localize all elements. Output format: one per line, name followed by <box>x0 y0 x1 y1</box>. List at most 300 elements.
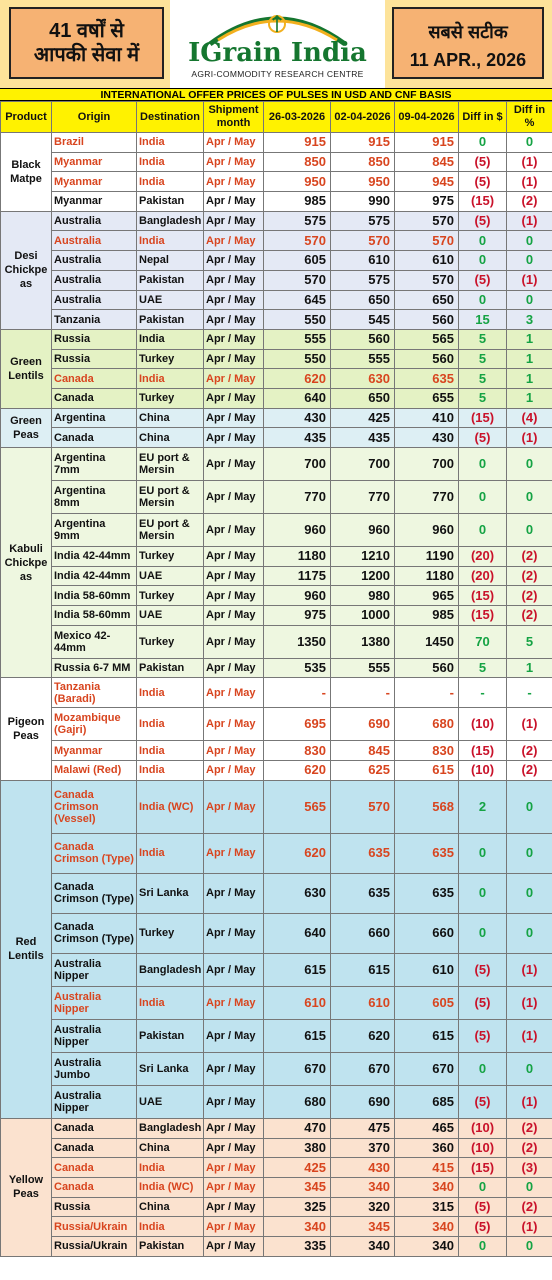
origin-cell: India 42-44mm <box>52 566 137 586</box>
origin-cell: Canada Crimson (Type) <box>52 873 137 913</box>
price-cell: 1190 <box>395 547 459 567</box>
price-cell: 475 <box>331 1118 395 1138</box>
destination-cell: Bangladesh <box>137 1118 204 1138</box>
diff-pct-cell: (2) <box>507 606 552 626</box>
destination-cell: China <box>137 1197 204 1217</box>
price-cell: 610 <box>264 986 331 1019</box>
origin-cell: Canada Crimson (Type) <box>52 913 137 953</box>
destination-cell: UAE <box>137 290 204 310</box>
shipment-cell: Apr / May <box>204 1138 264 1158</box>
destination-cell: India <box>137 761 204 781</box>
diff-usd-cell: 5 <box>459 658 507 678</box>
price-cell: 615 <box>264 1019 331 1052</box>
price-cell: 575 <box>331 270 395 290</box>
destination-cell: UAE <box>137 566 204 586</box>
origin-cell: Russia <box>52 349 137 369</box>
diff-usd-cell: (5) <box>459 1085 507 1118</box>
price-cell: 845 <box>331 741 395 761</box>
price-cell: 560 <box>395 349 459 369</box>
table-row <box>1 1236 552 1256</box>
price-cell: 1380 <box>331 625 395 658</box>
price-cell: 915 <box>395 133 459 153</box>
shipment-cell: Apr / May <box>204 192 264 212</box>
price-cell: 850 <box>331 152 395 172</box>
price-cell: 435 <box>264 428 331 448</box>
diff-usd-cell: (10) <box>459 1118 507 1138</box>
origin-cell: Australia Nipper <box>52 953 137 986</box>
diff-pct-cell: (2) <box>507 761 552 781</box>
diff-usd-cell: 0 <box>459 913 507 953</box>
price-cell: 965 <box>395 586 459 606</box>
destination-cell: EU port & Mersin <box>137 481 204 514</box>
shipment-cell: Apr / May <box>204 152 264 172</box>
origin-cell: India 58-60mm <box>52 586 137 606</box>
diff-pct-cell: (1) <box>507 152 552 172</box>
diff-usd-cell: (5) <box>459 953 507 986</box>
table-row <box>1 514 552 547</box>
diff-pct-cell: (2) <box>507 741 552 761</box>
col-date2: 02-04-2026 <box>331 102 395 133</box>
product-cell: Pigeon Peas <box>1 678 52 780</box>
diff-pct-cell: 0 <box>507 448 552 481</box>
origin-cell: India 42-44mm <box>52 547 137 567</box>
diff-pct-cell: (3) <box>507 1158 552 1178</box>
destination-cell: India <box>137 369 204 389</box>
price-cell: 670 <box>331 1052 395 1085</box>
destination-cell: India <box>137 833 204 873</box>
table-row <box>1 1197 552 1217</box>
origin-cell: Australia <box>52 251 137 271</box>
shipment-cell: Apr / May <box>204 913 264 953</box>
origin-cell: Australia <box>52 290 137 310</box>
diff-usd-cell: 5 <box>459 349 507 369</box>
table-row <box>1 1052 552 1085</box>
diff-usd-cell: (5) <box>459 1197 507 1217</box>
diff-pct-cell: 0 <box>507 873 552 913</box>
shipment-cell: Apr / May <box>204 1085 264 1118</box>
shipment-cell: Apr / May <box>204 625 264 658</box>
shipment-cell: Apr / May <box>204 547 264 567</box>
shipment-cell: Apr / May <box>204 586 264 606</box>
shipment-cell: Apr / May <box>204 1052 264 1085</box>
diff-usd-cell: (5) <box>459 152 507 172</box>
header-banner <box>0 0 552 88</box>
destination-cell: UAE <box>137 1085 204 1118</box>
price-cell: 570 <box>395 231 459 251</box>
table-row <box>1 708 552 741</box>
origin-cell: Canada <box>52 369 137 389</box>
shipment-cell: Apr / May <box>204 873 264 913</box>
diff-usd-cell: 0 <box>459 481 507 514</box>
diff-usd-cell: 0 <box>459 290 507 310</box>
table-row <box>1 428 552 448</box>
shipment-cell: Apr / May <box>204 211 264 231</box>
col-origin: Origin <box>52 102 137 133</box>
shipment-cell: Apr / May <box>204 658 264 678</box>
price-cell: 325 <box>264 1197 331 1217</box>
price-cell: 680 <box>395 708 459 741</box>
price-cell: 575 <box>331 211 395 231</box>
price-cell: 635 <box>395 833 459 873</box>
origin-cell: Australia Nipper <box>52 986 137 1019</box>
destination-cell: China <box>137 1138 204 1158</box>
price-cell: 430 <box>395 428 459 448</box>
price-cell: 610 <box>331 986 395 1019</box>
price-cell: 570 <box>331 780 395 833</box>
price-cell: 915 <box>331 133 395 153</box>
shipment-cell: Apr / May <box>204 606 264 626</box>
table-row <box>1 586 552 606</box>
price-cell: 430 <box>331 1158 395 1178</box>
price-cell: 1200 <box>331 566 395 586</box>
price-cell: 340 <box>395 1236 459 1256</box>
price-cell: 555 <box>331 658 395 678</box>
price-cell: 950 <box>264 172 331 192</box>
destination-cell: India <box>137 172 204 192</box>
brand-name: IGrain India <box>188 38 367 68</box>
price-cell: 610 <box>395 953 459 986</box>
origin-cell: Myanmar <box>52 741 137 761</box>
origin-cell: Canada <box>52 1138 137 1158</box>
origin-cell: Brazil <box>52 133 137 153</box>
price-cell: 555 <box>331 349 395 369</box>
shipment-cell: Apr / May <box>204 1118 264 1138</box>
shipment-cell: Apr / May <box>204 428 264 448</box>
shipment-cell: Apr / May <box>204 388 264 408</box>
diff-pct-cell: (2) <box>507 1118 552 1138</box>
diff-pct-cell: 1 <box>507 388 552 408</box>
diff-usd-cell: (15) <box>459 586 507 606</box>
col-date1: 26-03-2026 <box>264 102 331 133</box>
col-product: Product <box>1 102 52 133</box>
price-cell: 975 <box>395 192 459 212</box>
origin-cell: Russia/Ukrain <box>52 1217 137 1237</box>
destination-cell: India <box>137 678 204 708</box>
origin-cell: Mexico 42-44mm <box>52 625 137 658</box>
shipment-cell: Apr / May <box>204 1217 264 1237</box>
diff-pct-cell: (1) <box>507 1217 552 1237</box>
product-cell: Yellow Peas <box>1 1118 52 1256</box>
table-row <box>1 1177 552 1197</box>
diff-pct-cell: 0 <box>507 1052 552 1085</box>
price-cell: - <box>331 678 395 708</box>
table-row <box>1 369 552 389</box>
table-row <box>1 1085 552 1118</box>
price-cell: 635 <box>331 873 395 913</box>
origin-cell: Malawi (Red) <box>52 761 137 781</box>
origin-cell: Australia <box>52 231 137 251</box>
price-cell: 635 <box>331 833 395 873</box>
price-cell: 690 <box>331 708 395 741</box>
report-title: INTERNATIONAL OFFER PRICES OF PULSES IN USD AND CNF BASIS <box>0 88 552 101</box>
tagline-line1: 41 वर्षों से <box>49 20 124 42</box>
origin-cell: Russia <box>52 329 137 349</box>
service-tagline <box>9 7 164 79</box>
diff-pct-cell: - <box>507 678 552 708</box>
price-cell: 550 <box>264 310 331 330</box>
origin-cell: Canada Crimson (Vessel) <box>52 780 137 833</box>
price-cell: 345 <box>331 1217 395 1237</box>
origin-cell: Russia <box>52 1197 137 1217</box>
diff-usd-cell: 0 <box>459 448 507 481</box>
price-cell: 660 <box>331 913 395 953</box>
price-cell: 650 <box>331 290 395 310</box>
destination-cell: Turkey <box>137 547 204 567</box>
price-cell: 370 <box>331 1138 395 1158</box>
diff-pct-cell: (1) <box>507 986 552 1019</box>
price-cell: 700 <box>395 448 459 481</box>
price-cell: 340 <box>331 1177 395 1197</box>
price-cell: 620 <box>331 1019 395 1052</box>
price-cell: 670 <box>395 1052 459 1085</box>
diff-usd-cell: (20) <box>459 547 507 567</box>
price-cell: 425 <box>264 1158 331 1178</box>
price-cell: 615 <box>264 953 331 986</box>
table-row <box>1 986 552 1019</box>
diff-pct-cell: (2) <box>507 586 552 606</box>
table-row <box>1 913 552 953</box>
table-row <box>1 678 552 708</box>
price-cell: 975 <box>264 606 331 626</box>
destination-cell: India (WC) <box>137 1177 204 1197</box>
diff-pct-cell: (1) <box>507 708 552 741</box>
destination-cell: Turkey <box>137 625 204 658</box>
price-cell: 550 <box>264 349 331 369</box>
price-cell: 1000 <box>331 606 395 626</box>
price-cell: 770 <box>264 481 331 514</box>
shipment-cell: Apr / May <box>204 369 264 389</box>
date-box <box>392 7 544 79</box>
price-cell: 560 <box>331 329 395 349</box>
price-cell: 770 <box>395 481 459 514</box>
diff-pct-cell: (1) <box>507 172 552 192</box>
diff-usd-cell: (20) <box>459 566 507 586</box>
price-cell: - <box>395 678 459 708</box>
price-cell: 960 <box>331 514 395 547</box>
table-row <box>1 1217 552 1237</box>
price-cell: 610 <box>331 251 395 271</box>
destination-cell: UAE <box>137 606 204 626</box>
shipment-cell: Apr / May <box>204 678 264 708</box>
destination-cell: India <box>137 741 204 761</box>
diff-pct-cell: 1 <box>507 369 552 389</box>
shipment-cell: Apr / May <box>204 1177 264 1197</box>
price-cell: 915 <box>264 133 331 153</box>
price-cell: 435 <box>331 428 395 448</box>
origin-cell: Australia Nipper <box>52 1085 137 1118</box>
diff-usd-cell: (15) <box>459 408 507 428</box>
origin-cell: Tanzania <box>52 310 137 330</box>
price-cell: 1210 <box>331 547 395 567</box>
destination-cell: India <box>137 329 204 349</box>
price-cell: 630 <box>264 873 331 913</box>
price-cell: 605 <box>264 251 331 271</box>
price-cell: 340 <box>331 1236 395 1256</box>
price-cell: 570 <box>264 231 331 251</box>
table-header-row <box>1 102 552 133</box>
origin-cell: Australia <box>52 211 137 231</box>
diff-usd-cell: (10) <box>459 761 507 781</box>
shipment-cell: Apr / May <box>204 566 264 586</box>
price-cell: 610 <box>395 251 459 271</box>
origin-cell: Canada Crimson (Type) <box>52 833 137 873</box>
product-cell: Red Lentils <box>1 780 52 1118</box>
origin-cell: Canada <box>52 388 137 408</box>
destination-cell: Turkey <box>137 349 204 369</box>
price-cell: 845 <box>395 152 459 172</box>
table-row <box>1 211 552 231</box>
price-cell: 340 <box>395 1217 459 1237</box>
destination-cell: Bangladesh <box>137 211 204 231</box>
price-cell: 700 <box>331 448 395 481</box>
price-cell: 635 <box>395 873 459 913</box>
diff-usd-cell: 0 <box>459 231 507 251</box>
price-cell: 985 <box>395 606 459 626</box>
price-cell: 645 <box>264 290 331 310</box>
price-cell: 1180 <box>395 566 459 586</box>
table-row <box>1 388 552 408</box>
price-cell: 535 <box>264 658 331 678</box>
table-row <box>1 953 552 986</box>
shipment-cell: Apr / May <box>204 408 264 428</box>
product-cell: Kabuli Chickpe as <box>1 448 52 678</box>
product-cell: Green Peas <box>1 408 52 447</box>
table-row <box>1 873 552 913</box>
table-row <box>1 1158 552 1178</box>
diff-pct-cell: (2) <box>507 192 552 212</box>
diff-pct-cell: 3 <box>507 310 552 330</box>
shipment-cell: Apr / May <box>204 1158 264 1178</box>
shipment-cell: Apr / May <box>204 1236 264 1256</box>
price-cell: 1350 <box>264 625 331 658</box>
price-cell: 640 <box>264 913 331 953</box>
table-row <box>1 658 552 678</box>
shipment-cell: Apr / May <box>204 953 264 986</box>
diff-pct-cell: 0 <box>507 231 552 251</box>
origin-cell: Australia Nipper <box>52 1019 137 1052</box>
price-cell: 690 <box>331 1085 395 1118</box>
diff-pct-cell: 5 <box>507 625 552 658</box>
diff-pct-cell: 0 <box>507 780 552 833</box>
shipment-cell: Apr / May <box>204 448 264 481</box>
destination-cell: Pakistan <box>137 192 204 212</box>
diff-usd-cell: 2 <box>459 780 507 833</box>
diff-usd-cell: (5) <box>459 428 507 448</box>
origin-cell: Mozambique (Gajri) <box>52 708 137 741</box>
price-cell: 830 <box>395 741 459 761</box>
diff-pct-cell: (4) <box>507 408 552 428</box>
price-cell: 960 <box>264 586 331 606</box>
col-date3: 09-04-2026 <box>395 102 459 133</box>
price-cell: - <box>264 678 331 708</box>
report-date: 11 APR., 2026 <box>409 50 527 70</box>
price-cell: 615 <box>331 953 395 986</box>
destination-cell: India <box>137 152 204 172</box>
diff-usd-cell: (5) <box>459 211 507 231</box>
destination-cell: Nepal <box>137 251 204 271</box>
table-row <box>1 481 552 514</box>
diff-usd-cell: (10) <box>459 1138 507 1158</box>
diff-usd-cell: (5) <box>459 1217 507 1237</box>
shipment-cell: Apr / May <box>204 780 264 833</box>
price-cell: 985 <box>264 192 331 212</box>
shipment-cell: Apr / May <box>204 1019 264 1052</box>
price-cell: 465 <box>395 1118 459 1138</box>
origin-cell: Canada <box>52 428 137 448</box>
diff-usd-cell: (15) <box>459 1158 507 1178</box>
col-destination: Destination <box>137 102 204 133</box>
price-cell: 655 <box>395 388 459 408</box>
table-row <box>1 270 552 290</box>
origin-cell: Myanmar <box>52 152 137 172</box>
origin-cell: Australia <box>52 270 137 290</box>
price-cell: 620 <box>264 761 331 781</box>
diff-pct-cell: 0 <box>507 1236 552 1256</box>
table-row <box>1 192 552 212</box>
price-cell: 320 <box>331 1197 395 1217</box>
price-cell: 430 <box>264 408 331 428</box>
diff-pct-cell: (1) <box>507 211 552 231</box>
table-row <box>1 780 552 833</box>
diff-pct-cell: (1) <box>507 428 552 448</box>
destination-cell: Pakistan <box>137 1236 204 1256</box>
accuracy-tagline: सबसे सटीक <box>428 22 508 42</box>
origin-cell: Tanzania (Baradi) <box>52 678 137 708</box>
shipment-cell: Apr / May <box>204 349 264 369</box>
origin-cell: Argentina 8mm <box>52 481 137 514</box>
table-row <box>1 152 552 172</box>
table-row <box>1 833 552 873</box>
diff-usd-cell: 0 <box>459 133 507 153</box>
table-row <box>1 547 552 567</box>
destination-cell: Sri Lanka <box>137 1052 204 1085</box>
price-table <box>0 101 552 1257</box>
diff-usd-cell: 0 <box>459 833 507 873</box>
price-cell: 945 <box>395 172 459 192</box>
price-cell: 770 <box>331 481 395 514</box>
diff-usd-cell: 0 <box>459 1177 507 1197</box>
price-cell: 635 <box>395 369 459 389</box>
destination-cell: Pakistan <box>137 310 204 330</box>
diff-pct-cell: 0 <box>507 514 552 547</box>
price-cell: 545 <box>331 310 395 330</box>
table-row <box>1 761 552 781</box>
destination-cell: India <box>137 133 204 153</box>
brand-logo <box>170 0 385 88</box>
price-cell: 990 <box>331 192 395 212</box>
table-row <box>1 1138 552 1158</box>
diff-pct-cell: 0 <box>507 833 552 873</box>
product-cell: Desi Chickpe as <box>1 211 52 329</box>
destination-cell: India <box>137 1158 204 1178</box>
price-cell: 315 <box>395 1197 459 1217</box>
diff-pct-cell: (1) <box>507 953 552 986</box>
price-cell: 850 <box>264 152 331 172</box>
shipment-cell: Apr / May <box>204 133 264 153</box>
brand-subtitle: AGRI-COMMODITY RESEARCH CENTRE <box>191 69 364 79</box>
price-cell: 640 <box>264 388 331 408</box>
diff-pct-cell: (2) <box>507 547 552 567</box>
table-row <box>1 172 552 192</box>
diff-pct-cell: 0 <box>507 290 552 310</box>
diff-usd-cell: 5 <box>459 369 507 389</box>
diff-pct-cell: 0 <box>507 133 552 153</box>
product-cell: Black Matpe <box>1 133 52 212</box>
table-row <box>1 290 552 310</box>
shipment-cell: Apr / May <box>204 481 264 514</box>
price-cell: 340 <box>395 1177 459 1197</box>
diff-pct-cell: 1 <box>507 658 552 678</box>
